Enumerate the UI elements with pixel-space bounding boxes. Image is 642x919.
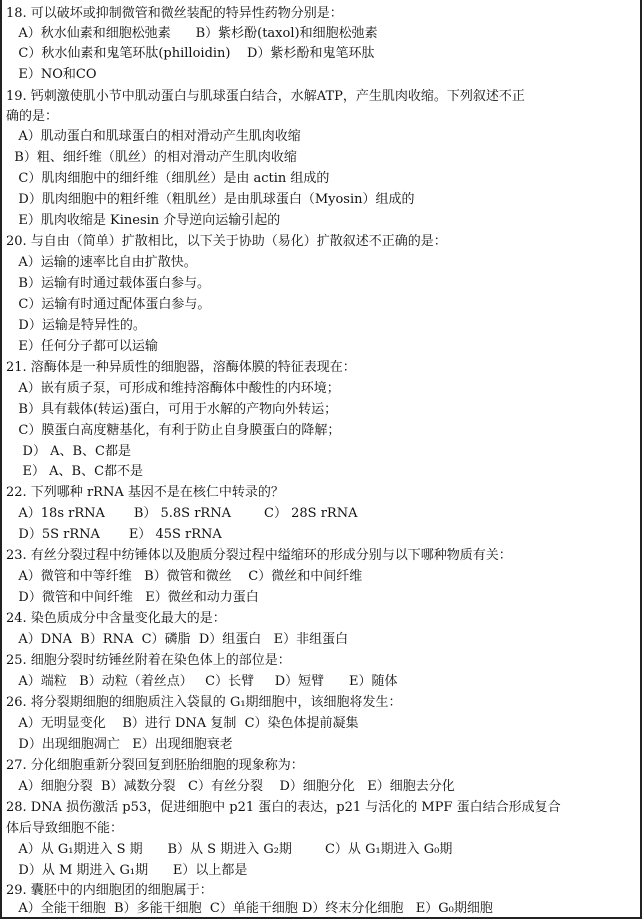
question-27-options: A）细胞分裂 B）减数分裂 C）有丝分裂 D）细胞分化 E）细胞去分化 bbox=[6, 779, 455, 794]
question-19-option-a: A）肌动蛋白和肌球蛋白的相对滑动产生肌肉收缩 bbox=[6, 129, 301, 144]
question-20-stem: 20. 与自由（简单）扩散相比，以下关于协助（易化）扩散叙述不正确的是： bbox=[6, 234, 447, 249]
question-18-option-e: E）NO和CO bbox=[6, 67, 97, 82]
question-19-option-d: D）肌肉细胞中的粗纤维（粗肌丝）是由肌球蛋白（Myosin）组成的 bbox=[6, 192, 415, 207]
question-20-option-c: C）运输有时通过配体蛋白参与。 bbox=[6, 297, 211, 312]
question-24-options: A）DNA B）RNA C）磷脂 D）组蛋白 E）非组蛋白 bbox=[6, 632, 349, 647]
question-21-option-d: D） A、B、C都是 bbox=[6, 444, 131, 459]
question-19-stem: 19. 钙刺激使肌小节中肌动蛋白与肌球蛋白结合，水解ATP，产生肌肉收缩。下列叙述不正 bbox=[6, 89, 525, 104]
question-21-stem: 21. 溶酶体是一种异质性的细胞器，溶酶体膜的特征表现在： bbox=[6, 360, 356, 375]
question-19-stem-cont: 确的是： bbox=[6, 109, 59, 124]
question-22-options-de: D）5S rRNA E） 45S rRNA bbox=[6, 527, 222, 542]
question-26-options-abc: A）无明显变化 B）进行 DNA 复制 C）染色体提前凝集 bbox=[6, 716, 359, 731]
left-border bbox=[0, 0, 2, 919]
question-21-option-c: C）膜蛋白高度糖基化，有利于防止自身膜蛋白的降解； bbox=[6, 423, 341, 438]
question-20-option-b: B）运输有时通过载体蛋白参与。 bbox=[6, 276, 210, 291]
question-23-options-de: D）微管和中间纤维 E）微丝和动力蛋白 bbox=[6, 590, 259, 605]
question-20-option-d: D）运输是特异性的。 bbox=[6, 318, 146, 333]
question-28-stem: 28. DNA 损伤激活 p53，促进细胞中 p21 蛋白的表达，p21 与活化的 MPF 蛋白结合形成复合 bbox=[6, 800, 561, 815]
question-22-options-abc: A）18s rRNA B） 5.8S rRNA C） 28S rRNA bbox=[6, 506, 358, 521]
question-21-option-e: E） A、B、C都不是 bbox=[6, 464, 144, 479]
question-27-stem: 27. 分化细胞重新分裂回复到胚胎细胞的现象称为： bbox=[6, 758, 304, 773]
question-19-option-b: B）粗、细纤维（肌丝）的相对滑动产生肌肉收缩 bbox=[6, 150, 297, 165]
question-20-option-e: E）任何分子都可以运输 bbox=[6, 339, 158, 354]
question-20-option-a: A）运输的速率比自由扩散快。 bbox=[6, 255, 197, 270]
question-21-option-a: A）嵌有质子泵，可形成和维持溶酶体中酸性的内环境； bbox=[6, 381, 340, 396]
question-28-stem-cont: 体后导致细胞不能： bbox=[6, 821, 124, 836]
question-23-options-abc: A）微管和中等纤维 B）微管和微丝 C）微丝和中间纤维 bbox=[6, 569, 363, 584]
question-19-option-c: C）肌肉细胞中的细纤维（细肌丝）是由 actin 组成的 bbox=[6, 171, 330, 186]
question-23-stem: 23. 有丝分裂过程中纺锤体以及胞质分裂过程中缢缩环的形成分别与以下哪种物质有关： bbox=[6, 548, 512, 563]
question-18-stem: 18. 可以破坏或抑制微管和微丝装配的特异性药物分别是： bbox=[6, 6, 343, 21]
question-21-option-b: B）具有载体(转运)蛋白，可用于水解的产物向外转运； bbox=[6, 402, 338, 417]
question-29-options: A）全能干细胞 B）多能干细胞 C）单能干细胞 D）终末分化细胞 E）G₀期细胞 bbox=[6, 901, 493, 916]
question-18-options-ab: A）秋水仙素和细胞松弛素 B）紫杉酚(taxol)和细胞松弛素 bbox=[6, 26, 378, 41]
question-28-options-de: D）从 M 期进入 G₁期 E）以上都是 bbox=[6, 863, 248, 878]
question-29-stem: 29. 囊胚中的内细胞团的细胞属于： bbox=[6, 883, 213, 898]
question-25-options: A）端粒 B）动粒（着丝点） C）长臂 D）短臂 E）随体 bbox=[6, 674, 398, 689]
question-26-options-de: D）出现细胞凋亡 E）出现细胞衰老 bbox=[6, 737, 233, 752]
question-26-stem: 26. 将分裂期细胞的细胞质注入袋鼠的 G₁期细胞中，该细胞将发生： bbox=[6, 695, 402, 710]
question-19-option-e: E）肌肉收缩是 Kinesin 介导逆向运输引起的 bbox=[6, 213, 281, 228]
question-24-stem: 24. 染色质成分中含量变化最大的是： bbox=[6, 611, 226, 626]
question-22-stem: 22. 下列哪种 rRNA 基因不是在核仁中转录的？ bbox=[6, 485, 284, 500]
question-28-options-abc: A）从 G₁期进入 S 期 B）从 S 期进入 G₂期 C）从 G₁期进入 G₀期 bbox=[6, 842, 453, 857]
question-18-options-cd: C）秋水仙素和鬼笔环肽(philloidin) D）紫杉酚和鬼笔环肽 bbox=[6, 46, 375, 61]
question-25-stem: 25. 细胞分裂时纺锤丝附着在染色体上的部位是： bbox=[6, 653, 291, 668]
